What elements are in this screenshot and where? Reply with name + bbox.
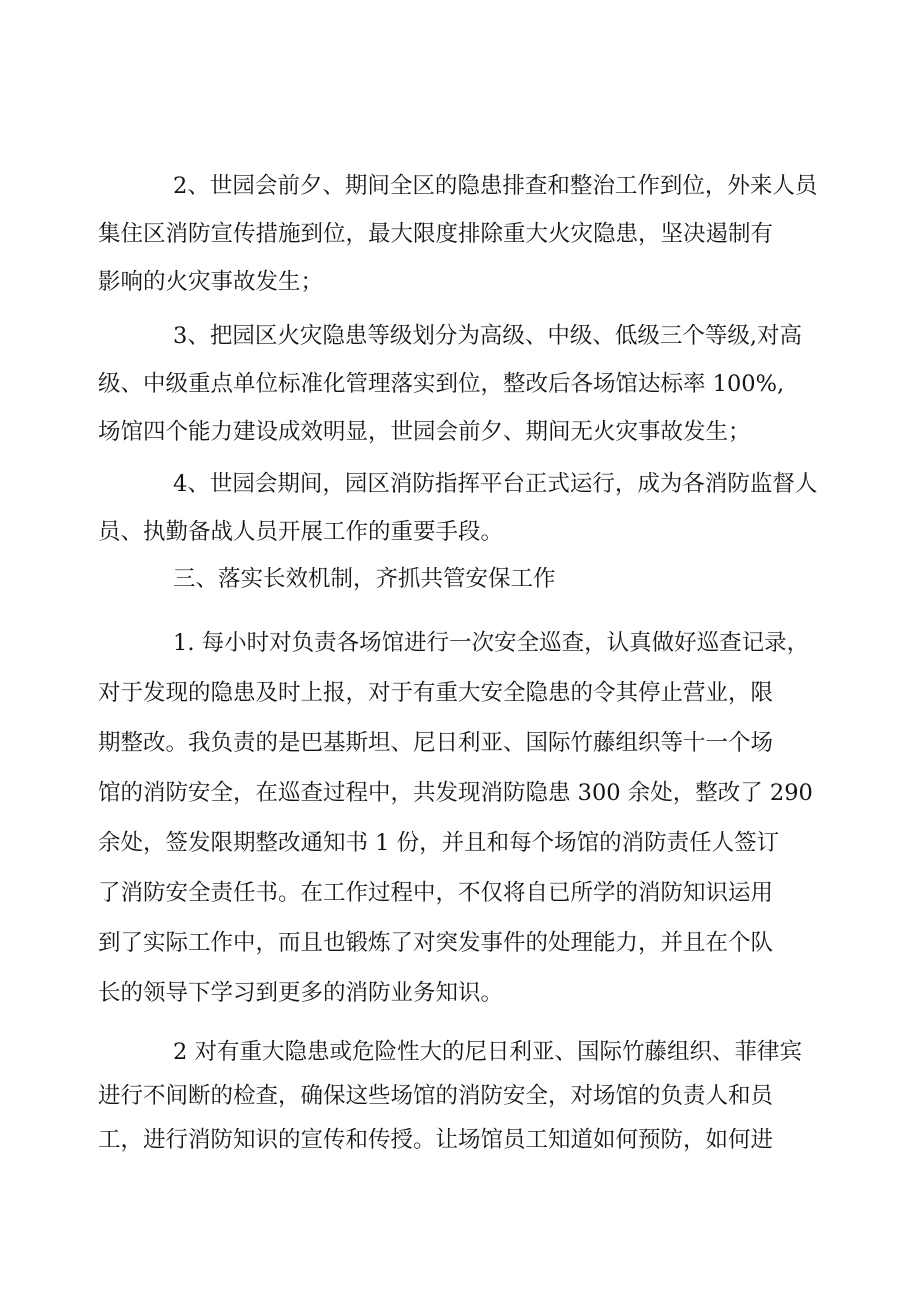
point-2-line-3: 工，进行消防知识的宣传和传授。让场馆员工知道如何预防，如何进	[98, 1127, 774, 1153]
point-1-line-5: 余处，签发限期整改通知书 1 份，并且和每个场馆的消防责任人签订	[98, 830, 780, 856]
point-1-line-6: 了消防安全责任书。在工作过程中，不仅将自已所学的消防知识运用	[98, 880, 774, 906]
item-2-line-1: 2、世园会前夕、期间全区的隐患排查和整治工作到位，外来人员	[173, 173, 818, 199]
section-3-heading: 三、落实长效机制，齐抓共管安保工作	[173, 566, 556, 592]
point-1-line-8: 长的领导下学习到更多的消防业务知识。	[98, 980, 504, 1006]
item-2-line-3: 影响的火灾事故发生；	[98, 269, 324, 295]
item-4-line-2: 员、执勤备战人员开展工作的重要手段。	[98, 519, 504, 545]
item-3-line-2: 级、中级重点单位标准化管理落实到位，整改后各场馆达标率 100%,	[98, 371, 785, 397]
point-1-line-1: 1. 每小时对负责各场馆进行一次安全巡查，认真做好巡查记录，	[173, 630, 810, 656]
point-2-line-1: 2 对有重大隐患或危险性大的尼日利亚、国际竹藤组织、菲律宾	[173, 1039, 802, 1065]
point-1-line-2: 对于发现的隐患及时上报，对于有重大安全隐患的令其停止营业，限	[98, 680, 774, 706]
item-3-line-3: 场馆四个能力建设成效明显，世园会前夕、期间无火灾事故发生；	[98, 419, 751, 445]
item-3-line-1: 3、把园区火灾隐患等级划分为高级、中级、低级三个等级,对高	[173, 323, 802, 349]
point-2-line-2: 进行不间断的检查，确保这些场馆的消防安全，对场馆的负责人和员	[98, 1083, 774, 1109]
point-1-line-4: 馆的消防安全，在巡查过程中，共发现消防隐患 300 余处，整改了 290	[98, 780, 813, 806]
point-1-line-7: 到了实际工作中，而且也锻炼了对突发事件的处理能力，并且在个队	[98, 930, 774, 956]
item-2-line-2: 集住区消防宣传措施到位，最大限度排除重大火灾隐患，坚决遏制有	[98, 221, 774, 247]
point-1-line-3: 期整改。我负责的是巴基斯坦、尼日利亚、国际竹藤组织等十一个场	[98, 730, 774, 756]
item-4-line-1: 4、世园会期间，园区消防指挥平台正式运行，成为各消防监督人	[173, 471, 818, 497]
